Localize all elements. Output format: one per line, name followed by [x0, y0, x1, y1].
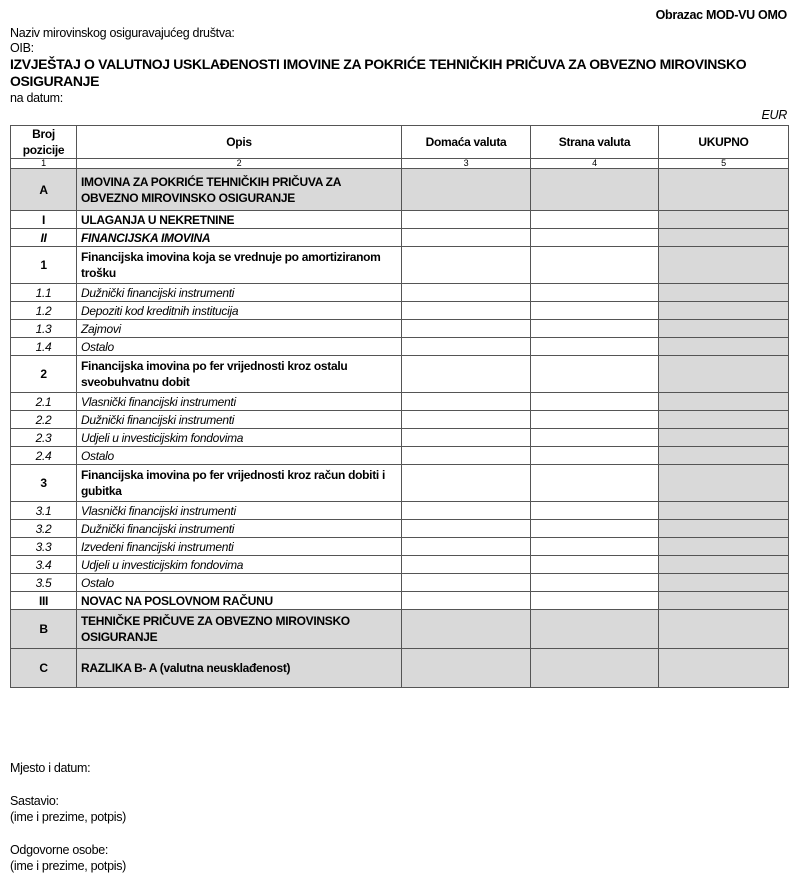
header-position: Broj pozicije: [11, 126, 77, 159]
compiled-by-hint: (ime i prezime, potpis): [10, 810, 127, 824]
total-cell: [659, 429, 789, 447]
foreign-currency-cell[interactable]: [531, 211, 659, 229]
description-cell: FINANCIJSKA IMOVINA: [77, 229, 402, 247]
total-cell: [659, 592, 789, 610]
header-foreign-currency: Strana valuta: [531, 126, 659, 159]
table-row: [11, 229, 789, 247]
foreign-currency-cell[interactable]: [531, 302, 659, 320]
foreign-currency-cell[interactable]: [531, 247, 659, 284]
domestic-currency-cell[interactable]: [402, 320, 531, 338]
description-cell: Ostalo: [77, 574, 402, 592]
table-row: [11, 429, 789, 447]
company-name-label: Naziv mirovinskog osiguravajućeg društva:: [10, 26, 235, 40]
table-row: [11, 411, 789, 429]
foreign-currency-cell[interactable]: [531, 465, 659, 502]
total-cell: [659, 502, 789, 520]
description-cell: Dužnički financijski instrumenti: [77, 520, 402, 538]
description-cell: Dužnički financijski instrumenti: [77, 284, 402, 302]
table-row: [11, 247, 789, 284]
description-cell: Ostalo: [77, 338, 402, 356]
table-row: [11, 393, 789, 411]
domestic-currency-cell[interactable]: [402, 574, 531, 592]
header-row: [11, 126, 789, 159]
domestic-currency-cell[interactable]: [402, 302, 531, 320]
description-cell: Dužnički financijski instrumenti: [77, 411, 402, 429]
total-cell: [659, 302, 789, 320]
position-cell: B: [11, 610, 77, 649]
position-cell: 3.5: [11, 574, 77, 592]
description-cell: Vlasnički financijski instrumenti: [77, 502, 402, 520]
foreign-currency-cell[interactable]: [531, 411, 659, 429]
table-row: [11, 302, 789, 320]
description-cell: ULAGANJA U NEKRETNINE: [77, 211, 402, 229]
domestic-currency-cell[interactable]: [402, 338, 531, 356]
position-cell: 2.2: [11, 411, 77, 429]
foreign-currency-cell[interactable]: [531, 447, 659, 465]
total-cell: [659, 169, 789, 211]
oib-label: OIB:: [10, 41, 34, 55]
position-cell: 3.4: [11, 556, 77, 574]
description-cell: Ostalo: [77, 447, 402, 465]
domestic-currency-cell[interactable]: [402, 247, 531, 284]
domestic-currency-cell: [402, 169, 531, 211]
header-domestic-currency: Domaća valuta: [402, 126, 531, 159]
description-cell: Financijska imovina koja se vrednuje po amortiziranom trošku: [77, 247, 402, 284]
table-row: [11, 447, 789, 465]
currency-label: EUR: [761, 108, 787, 122]
domestic-currency-cell[interactable]: [402, 465, 531, 502]
description-cell: Izvedeni financijski instrumenti: [77, 538, 402, 556]
column-number: 2: [77, 159, 402, 169]
foreign-currency-cell[interactable]: [531, 320, 659, 338]
description-cell: Udjeli u investicijskim fondovima: [77, 556, 402, 574]
total-cell: [659, 465, 789, 502]
foreign-currency-cell[interactable]: [531, 338, 659, 356]
table-row: [11, 356, 789, 393]
foreign-currency-cell[interactable]: [531, 284, 659, 302]
table-row: [11, 538, 789, 556]
column-number: 5: [659, 159, 789, 169]
position-cell: 1.1: [11, 284, 77, 302]
total-cell: [659, 356, 789, 393]
total-cell: [659, 610, 789, 649]
total-cell: [659, 229, 789, 247]
description-cell: Zajmovi: [77, 320, 402, 338]
table-row: [11, 574, 789, 592]
position-cell: II: [11, 229, 77, 247]
foreign-currency-cell[interactable]: [531, 356, 659, 393]
foreign-currency-cell[interactable]: [531, 592, 659, 610]
domestic-currency-cell[interactable]: [402, 538, 531, 556]
date-label: na datum:: [10, 91, 63, 105]
domestic-currency-cell[interactable]: [402, 520, 531, 538]
total-cell: [659, 411, 789, 429]
table-row: [11, 169, 789, 211]
description-cell: Financijska imovina po fer vrijednosti kroz račun dobiti i gubitka: [77, 465, 402, 502]
position-cell: 2.3: [11, 429, 77, 447]
domestic-currency-cell[interactable]: [402, 592, 531, 610]
total-cell: [659, 649, 789, 688]
domestic-currency-cell[interactable]: [402, 556, 531, 574]
total-cell: [659, 320, 789, 338]
domestic-currency-cell[interactable]: [402, 429, 531, 447]
table-row: [11, 320, 789, 338]
currency-matching-table: [10, 125, 789, 688]
domestic-currency-cell[interactable]: [402, 211, 531, 229]
total-cell: [659, 556, 789, 574]
description-cell: TEHNIČKE PRIČUVE ZA OBVEZNO MIROVINSKO OSIGURANJE: [77, 610, 402, 649]
responsible-persons-label: Odgovorne osobe:: [10, 843, 109, 857]
description-cell: Udjeli u investicijskim fondovima: [77, 429, 402, 447]
foreign-currency-cell[interactable]: [531, 556, 659, 574]
table-row: [11, 592, 789, 610]
total-cell: [659, 338, 789, 356]
responsible-persons-hint: (ime i prezime, potpis): [10, 859, 127, 873]
table-row: [11, 649, 789, 688]
total-cell: [659, 284, 789, 302]
position-cell: 3: [11, 465, 77, 502]
foreign-currency-cell: [531, 649, 659, 688]
place-date-label: Mjesto i datum:: [10, 761, 91, 775]
table-row: [11, 284, 789, 302]
column-number: 3: [402, 159, 531, 169]
total-cell: [659, 247, 789, 284]
domestic-currency-cell[interactable]: [402, 284, 531, 302]
header-description: Opis: [77, 126, 402, 159]
report-title: IZVJEŠTAJ O VALUTNOJ USKLAĐENOSTI IMOVINE ZA POKRIĆE TEHNIČKIH PRIČUVA ZA OBVEZNO MIROVINSKO OSIGURANJE: [10, 56, 747, 89]
position-cell: 1: [11, 247, 77, 284]
table-row: [11, 211, 789, 229]
description-cell: IMOVINA ZA POKRIĆE TEHNIČKIH PRIČUVA ZA OBVEZNO MIROVINSKO OSIGURANJE: [77, 169, 402, 211]
compiled-by-label: Sastavio:: [10, 794, 59, 808]
position-cell: 1.2: [11, 302, 77, 320]
description-cell: Vlasnički financijski instrumenti: [77, 393, 402, 411]
table-row: [11, 520, 789, 538]
foreign-currency-cell[interactable]: [531, 502, 659, 520]
header-total: UKUPNO: [659, 126, 789, 159]
position-cell: A: [11, 169, 77, 211]
position-cell: 1.4: [11, 338, 77, 356]
position-cell: 2.4: [11, 447, 77, 465]
position-cell: 3.2: [11, 520, 77, 538]
column-number-row: [11, 159, 789, 169]
column-number: 4: [531, 159, 659, 169]
total-cell: [659, 538, 789, 556]
total-cell: [659, 393, 789, 411]
table-row: [11, 502, 789, 520]
total-cell: [659, 520, 789, 538]
total-cell: [659, 574, 789, 592]
position-cell: C: [11, 649, 77, 688]
position-cell: 1.3: [11, 320, 77, 338]
position-cell: 3.1: [11, 502, 77, 520]
foreign-currency-cell: [531, 610, 659, 649]
total-cell: [659, 211, 789, 229]
form-code: Obrazac MOD-VU OMO: [655, 8, 787, 22]
position-cell: I: [11, 211, 77, 229]
domestic-currency-cell[interactable]: [402, 447, 531, 465]
description-cell: RAZLIKA B- A (valutna neusklađenost): [77, 649, 402, 688]
table-row: [11, 338, 789, 356]
foreign-currency-cell[interactable]: [531, 574, 659, 592]
foreign-currency-cell[interactable]: [531, 393, 659, 411]
domestic-currency-cell[interactable]: [402, 502, 531, 520]
position-cell: 3.3: [11, 538, 77, 556]
foreign-currency-cell[interactable]: [531, 229, 659, 247]
domestic-currency-cell[interactable]: [402, 356, 531, 393]
position-cell: 2.1: [11, 393, 77, 411]
foreign-currency-cell: [531, 169, 659, 211]
domestic-currency-cell: [402, 649, 531, 688]
foreign-currency-cell[interactable]: [531, 429, 659, 447]
position-cell: III: [11, 592, 77, 610]
column-number: 1: [11, 159, 77, 169]
foreign-currency-cell[interactable]: [531, 520, 659, 538]
position-cell: 2: [11, 356, 77, 393]
description-cell: Financijska imovina po fer vrijednosti kroz ostalu sveobuhvatnu dobit: [77, 356, 402, 393]
table-row: [11, 465, 789, 502]
table-row: [11, 610, 789, 649]
description-cell: NOVAC NA POSLOVNOM RAČUNU: [77, 592, 402, 610]
description-cell: Depoziti kod kreditnih institucija: [77, 302, 402, 320]
domestic-currency-cell[interactable]: [402, 411, 531, 429]
foreign-currency-cell[interactable]: [531, 538, 659, 556]
total-cell: [659, 447, 789, 465]
domestic-currency-cell[interactable]: [402, 229, 531, 247]
domestic-currency-cell: [402, 610, 531, 649]
table-row: [11, 556, 789, 574]
domestic-currency-cell[interactable]: [402, 393, 531, 411]
